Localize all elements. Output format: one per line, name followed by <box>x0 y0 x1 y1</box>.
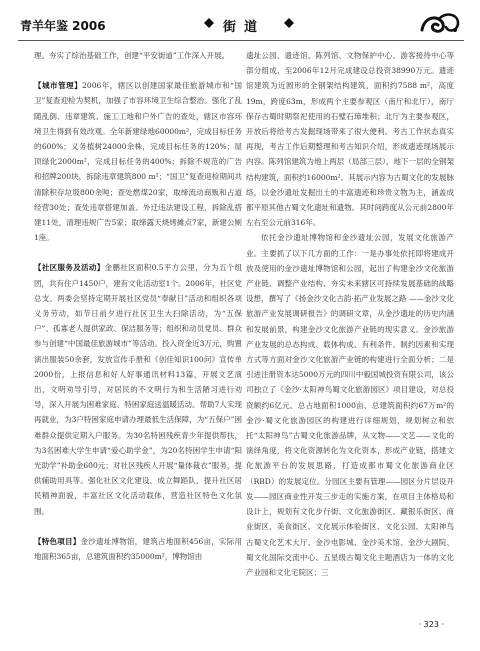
left-column <box>34 48 242 613</box>
diamond-icon <box>204 18 214 28</box>
paragraph-body: 金鹏社区面积0.5平方公里，分为五个组团，共有住户1450户，建有文化活动室1个。2006年，社区党总支、两委会坚持定期开展社区党员“奉献日”活动和组织各项义务劳动，如节日前夕进行社区卫生大扫除活动，为“五保户”、孤寡老人提供家政、保洁服务等；组织和动员党员、群众参与创建“中国最佳旅游城市”等活动。投入资金近3万元，购置演出服装50余套，发放宣传手册和《创佳知识100问》宣传单2000份，上报信息和好人好事通讯材料13篇，开展文艺演出，文明劝导引导，对居民的不文明行为和生活陋习进行劝导，深入开展为困难家庭、特困家庭送温暖活动。帮助7人实现再就业，为3户特困家庭申请办理最低生活保障，为“五保户”困难群众提供定期入户服务。为30名特困残疾青少年提供帮扶，为3名困难大学生申请“爱心助学金”，为20名特困学生申请“阳光助学”补助金600元；对社区残疾人开展“量体裁衣”服务，提供辅助用具等。强化社区文化建设，成立舞蹈队，提升社区居民精神面貌，丰富社区文化活动载体，营造社区特色文化氛围。 <box>34 263 242 516</box>
paragraph-body: 金沙遗址博物馆，建筑占地面积456亩，实际用地面积365亩，总建筑面积约35000m²，博物馆由 <box>34 536 242 562</box>
paragraph-body: 2006年，辖区以创建国家最佳旅游城市和“国卫”复查迎检为契机，加强了市容环境卫生综合整治。强化了乱随乱倒、违章建筑、施工工地和户外广告的查处，辖区市容环境卫生得到有效改观。全年新建绿地60000m²，完成目标任务的600%；义务植树24000余株，完成目标任务的120%；屋顶绿化2000m²，完成目标任务的400%；拆除不规范的广告和招牌200块，拆除违章建筑800 m²；“国卫”复查迎检期间共清除积存垃圾800余吨；查处燃煤20家，取缔流动商贩和占道经营30处；查处违章搭建加盖、外迁违法建设工程，拆除乱搭建11处，清理违规广告5家；取缔露天烧烤摊点7家，新建公厕1座。 <box>34 81 242 243</box>
swirl-logo-icon <box>418 10 462 36</box>
page-number: · 323 · <box>418 620 444 629</box>
paragraph <box>34 534 242 564</box>
paragraph <box>34 260 242 518</box>
yearbook-title: 青羊年鉴 2006 <box>20 19 106 33</box>
paragraph: 理。夯实了综治基础工作，创建“平安街道”工作深入开展。 <box>34 51 230 60</box>
paragraph <box>34 78 242 245</box>
section-heading: 【社区服务及活动】 <box>34 263 105 273</box>
header-rule <box>18 40 464 41</box>
paragraph: 依托金沙遗址博物馆和金沙遗址公园，发展文化旅游产业。主要抓了以下几方面的工作：一是办事处依托即将建成开放及使用的金沙遗址博物馆和公园，起出了构建金沙文化旅游产业链、调整产业结构、夯实未来辖区可持续发展基础的战略设想，撰写了《扬金沙文化古韵·拓产业发展之路 ——金沙文化旅游产业发展调研报告》的调研文章，从金沙遗址的历史内涵和发展前景，构建金沙文化旅游产业链的现实意义、金沙旅游产业发展的总态构成、载体构成、有利条件、制约因素和实现方式等方面对金沙文化旅游产业链的构建进行全面分析；二是引进注册资本达5000万元的四川中毅国城投资有限公司，该公司独立了《金沙·太阳神鸟蜀文化旅游园区》项目建设，对总投资额约6亿元、总占地面积1000亩、总建筑面积约67万m²的金沙·蜀文化旅游园区的构建进行详细规划，规划树立和依托“太阳神鸟”古蜀文化旅游品牌，从文物——文艺——文化的演绎角度，将文化资源转化为文化资本，形成产业链，搭建文化旅游平台的发展思路，打造成都市蜀文化旅游商业区（RBD）的发展定位。分园区主要有管理——园区分片层设开发——园区商业性开发三步走的实施方案，在项目主体格局和设计上，规划有文化步行街、文化旅游街区、藏银乐街区、商业街区、美食街区、文化展示体验街区、文化公园、太阳神鸟古蜀文化艺术大厅、金沙电影城、金沙美术馆、金沙大剧院、蜀文化国际交流中心、五星级古蜀文化主题酒店为一体的文化产业园和文化宅院区；三 <box>246 233 454 577</box>
section-heading: 【城市管理】 <box>34 81 83 91</box>
right-column <box>246 48 454 613</box>
page-header <box>18 10 464 38</box>
section-heading: 【特色项目】 <box>34 536 81 546</box>
diamond-icon <box>284 18 294 28</box>
paragraph: 遗址公园、遗迹馆、陈列馆、文物保护中心、游客接待中心等部分组成，至2006年12月完成建设总投资38990万元。遗迹馆建筑为近圆形的全钢架结构建筑，面积约7588 m²，高度19m，跨度63m，形成两个主要参观区（南厅和北厅），南厅保存古蜀时期祭祀使用的石璧石璋堆积；北厅为主要参观区，开放后将给考古发掘现场带来了很大便利。考古工作状态真实再现，考古工作后期整理和考古知识介绍，形成遗迹现场展示内容。陈列馆建筑为地上两层（局部三层），地下一层的全钢架结构建筑，面积约16000m²。其展示内容为古蜀文化的发展脉络，以金沙遗址发掘出土的丰富遗迹和珍贵文物为主，涵盖成都平原其他古蜀文化遗址和遗物。其时间跨度从公元前2800年左右至公元前316年。 <box>246 51 454 228</box>
section-title: 街道 <box>223 20 266 35</box>
